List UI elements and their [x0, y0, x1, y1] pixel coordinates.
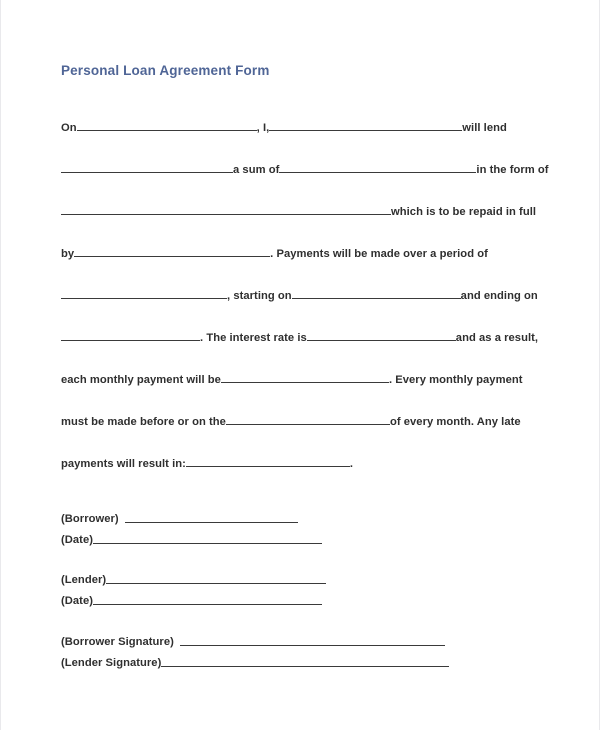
agreement-text: and as a result,	[455, 332, 539, 344]
agreement-text: . Every monthly payment	[388, 374, 523, 386]
agreement-line	[61, 202, 565, 244]
signature-group-signatures	[61, 634, 565, 676]
signature-label: (Date)	[61, 595, 93, 607]
agreement-text: which is to be repaid in full	[391, 206, 537, 218]
signature-group-lender-date	[61, 572, 565, 614]
agreement-line	[61, 412, 565, 454]
agreement-line	[61, 370, 565, 412]
fill-in-blank[interactable]	[61, 160, 233, 173]
agreement-line	[61, 286, 565, 328]
agreement-text: in the form of	[476, 164, 549, 176]
agreement-line	[61, 244, 565, 286]
agreement-text: by	[61, 248, 75, 260]
fill-in-blank[interactable]	[77, 118, 257, 131]
signature-row	[61, 572, 565, 593]
fill-in-blank[interactable]	[292, 286, 461, 299]
agreement-text: , I,	[256, 122, 270, 134]
agreement-text: and ending on	[460, 290, 538, 302]
fill-in-blank[interactable]	[307, 328, 456, 341]
agreement-line	[61, 454, 565, 496]
signature-blank[interactable]	[106, 572, 326, 584]
fill-in-blank[interactable]	[221, 370, 389, 383]
signature-label: (Borrower Signature)	[61, 636, 174, 648]
signature-row	[61, 634, 565, 655]
signature-row	[61, 593, 565, 614]
fill-in-blank[interactable]	[269, 118, 462, 131]
agreement-text: a sum of	[233, 164, 280, 176]
agreement-body	[61, 118, 565, 496]
agreement-text: each monthly payment will be	[61, 374, 221, 386]
agreement-line	[61, 328, 565, 370]
fill-in-blank[interactable]	[74, 244, 270, 257]
signature-label: (Date)	[61, 534, 93, 546]
agreement-text: must be made before or on the	[61, 416, 226, 428]
signature-label: (Borrower)	[61, 513, 119, 525]
signature-group-borrower-date	[61, 511, 565, 553]
signature-blank[interactable]	[93, 532, 322, 544]
fill-in-blank[interactable]	[186, 454, 350, 467]
agreement-text: .	[349, 458, 354, 470]
agreement-text: . Payments will be made over a period of	[270, 248, 488, 260]
signature-blank[interactable]	[161, 655, 449, 667]
fill-in-blank[interactable]	[279, 160, 476, 173]
fill-in-blank[interactable]	[61, 286, 227, 299]
agreement-text: . The interest rate is	[200, 332, 307, 344]
fill-in-blank[interactable]	[226, 412, 390, 425]
signature-blank[interactable]	[125, 511, 298, 523]
agreement-text: payments will result in:	[61, 458, 186, 470]
agreement-line	[61, 118, 565, 160]
fill-in-blank[interactable]	[61, 328, 200, 341]
signature-blank[interactable]	[93, 593, 322, 605]
agreement-text: of every month. Any late	[389, 416, 521, 428]
signature-label: (Lender)	[61, 574, 107, 586]
agreement-line	[61, 160, 565, 202]
signature-blank[interactable]	[180, 634, 445, 646]
agreement-text: On	[61, 122, 77, 134]
fill-in-blank[interactable]	[61, 202, 391, 215]
page-title: Personal Loan Agreement Form	[61, 63, 270, 78]
agreement-text: will lend	[462, 122, 507, 134]
signature-row	[61, 655, 565, 676]
agreement-text: , starting on	[227, 290, 292, 302]
signature-label: (Lender Signature)	[61, 657, 162, 669]
signature-row	[61, 511, 565, 532]
signature-row	[61, 532, 565, 553]
